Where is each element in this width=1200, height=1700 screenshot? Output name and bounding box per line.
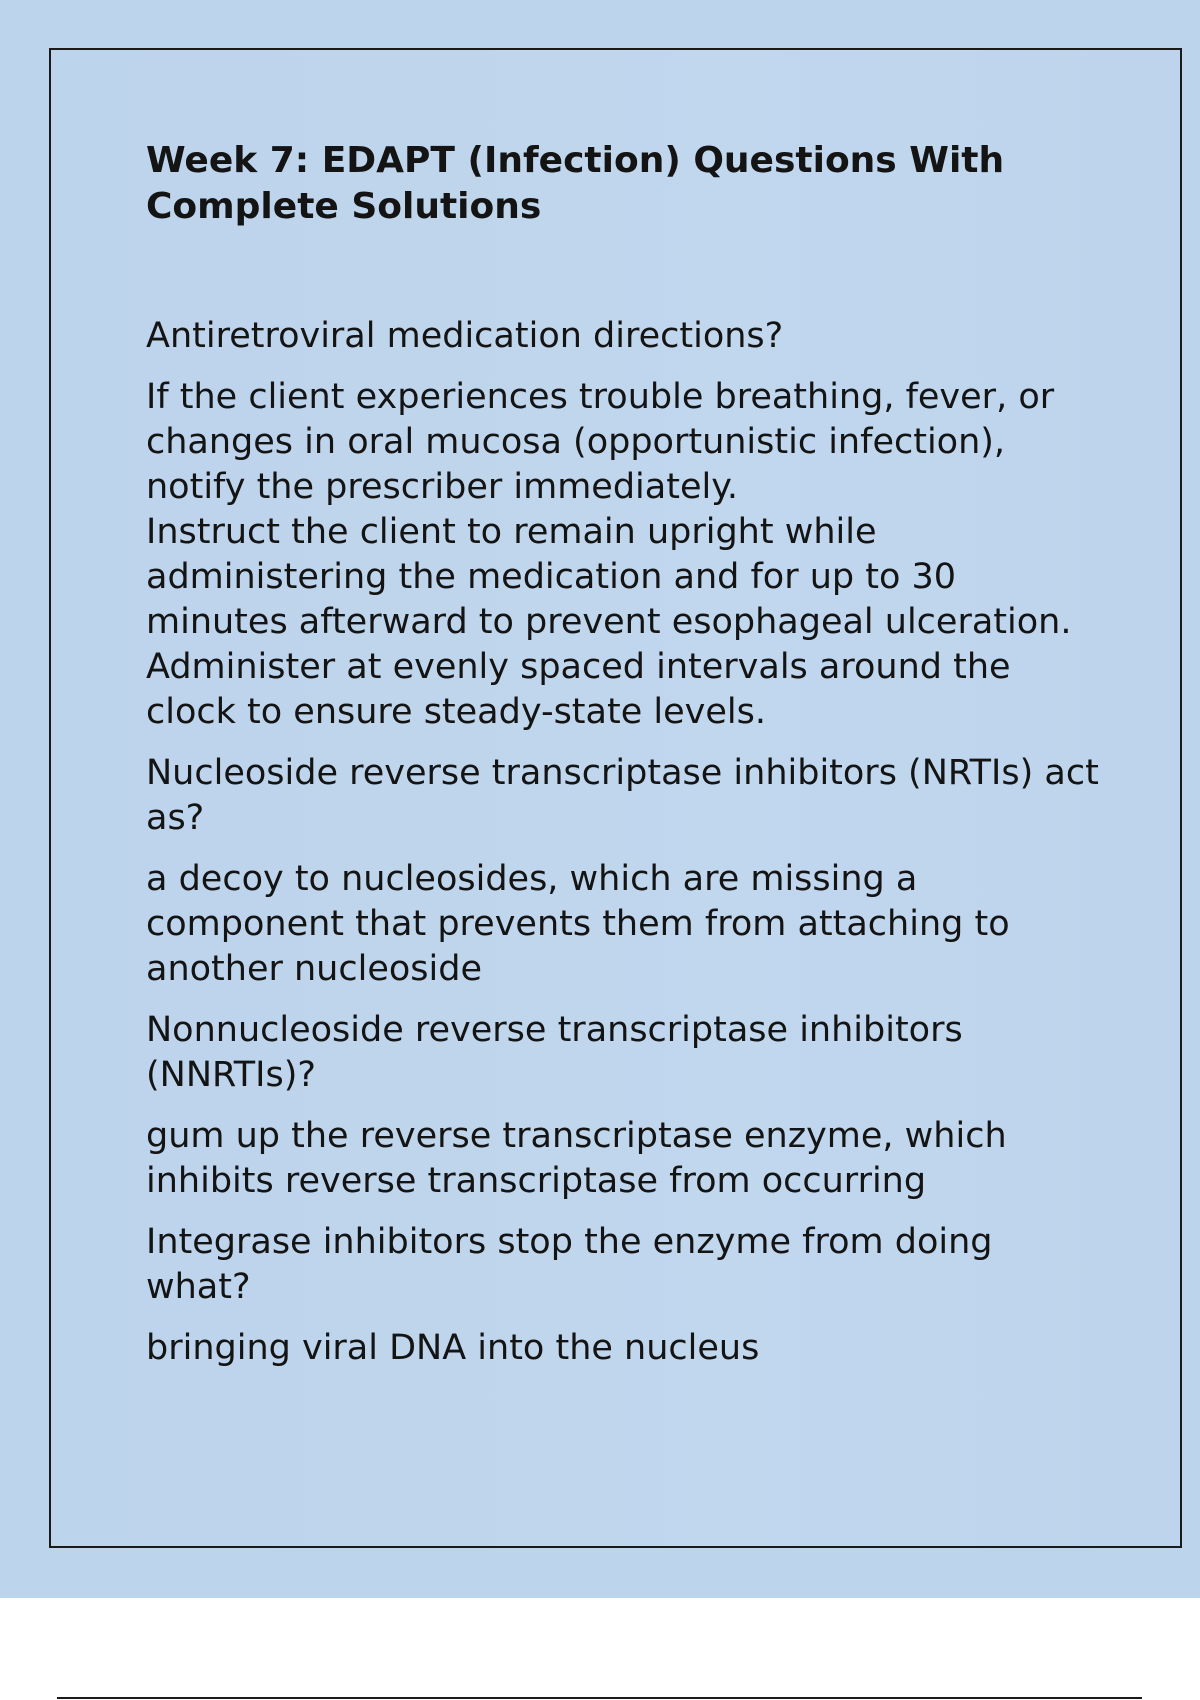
question-text: Integrase inhibitors stop the enzyme from doing what? <box>146 1222 993 1307</box>
answer-block <box>146 857 1106 992</box>
answer-text: bringing viral DNA into the nucleus <box>146 1328 760 1368</box>
answer-text: Instruct the client to remain upright while administering the medication and for up to 30 minutes afterward to prevent esophageal ulceration. <box>146 512 1072 642</box>
answer-block <box>146 1326 1106 1371</box>
footer-divider <box>57 1697 1142 1699</box>
title-line-2: Complete Solutions <box>146 186 542 227</box>
question-text: Antiretroviral medication directions? <box>146 316 784 356</box>
answer-text: Administer at evenly spaced intervals around the clock to ensure steady-state levels. <box>146 647 1011 732</box>
title-line-1: Week 7: EDAPT (Infection) Questions With <box>146 140 1005 181</box>
answer-text: If the client experiences trouble breathing, fever, or changes in oral mucosa (opportunistic infection), notify the prescriber immediately. <box>146 377 1055 507</box>
answer-text: a decoy to nucleosides, which are missing a component that prevents them from attaching to another nucleoside <box>146 859 1010 989</box>
question-text: Nonnucleoside reverse transcriptase inhibitors (NNRTIs)? <box>146 1010 963 1095</box>
question-text: Nucleoside reverse transcriptase inhibitors (NRTIs) act as? <box>146 753 1099 838</box>
answer-text: gum up the reverse transcriptase enzyme, which inhibits reverse transcriptase from occurring <box>146 1116 1007 1201</box>
answer-block <box>146 1114 1106 1204</box>
answer-block <box>146 375 1106 735</box>
document-title <box>146 138 1106 230</box>
document-content <box>146 138 1106 1387</box>
